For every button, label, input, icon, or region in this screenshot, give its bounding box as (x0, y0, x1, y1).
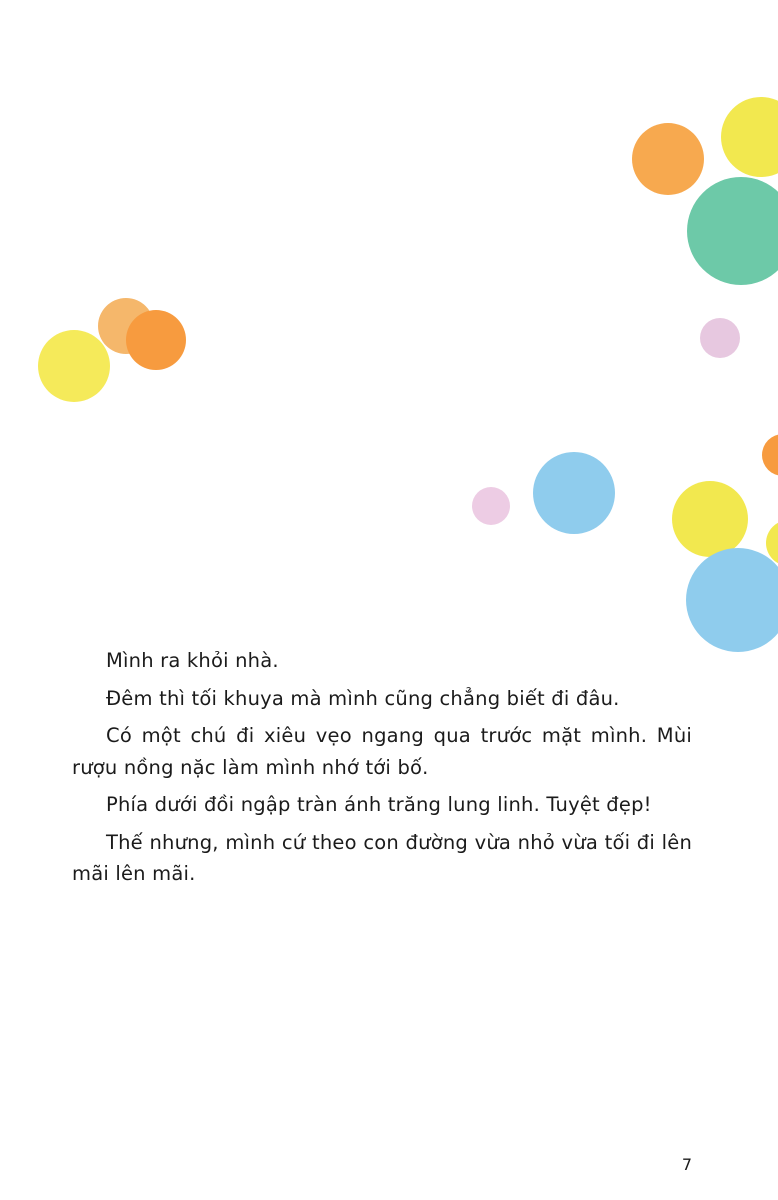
circle-yellow-left (38, 330, 110, 402)
paragraph: Có một chú đi xiêu vẹo ngang qua trước mặt mình. Mùi rượu nồng nặc làm mình nhớ tới bố. (72, 724, 692, 779)
page-text-block (72, 645, 692, 896)
circle-yellow-mid-right (672, 481, 748, 557)
circle-pink-mid (472, 487, 510, 525)
paragraph: Thế nhưng, mình cứ theo con đường vừa nhỏ vừa tối đi lên mãi lên mãi. (72, 830, 692, 886)
paragraph: Mình ra khỏi nhà. (106, 649, 279, 672)
circle-yellow-top-right (721, 97, 778, 177)
paragraph: Đêm thì tối khuya mà mình cũng chẳng biết đi đâu. (106, 686, 620, 710)
circle-orange-left-2 (126, 310, 186, 370)
page-number: 7 (681, 1155, 692, 1174)
circle-blue-mid (533, 452, 615, 534)
circle-orange-left (98, 298, 154, 354)
circle-yellow-edge (766, 520, 778, 566)
circle-orange-top-right (632, 123, 704, 195)
paragraph: Phía dưới đồi ngập tràn ánh trăng lung linh. Tuyệt đẹp! (106, 793, 652, 817)
circle-teal-top-right (687, 177, 778, 285)
circle-blue-lower-right (686, 548, 778, 652)
circle-pink-right (700, 318, 740, 358)
circle-orange-edge (762, 434, 778, 476)
